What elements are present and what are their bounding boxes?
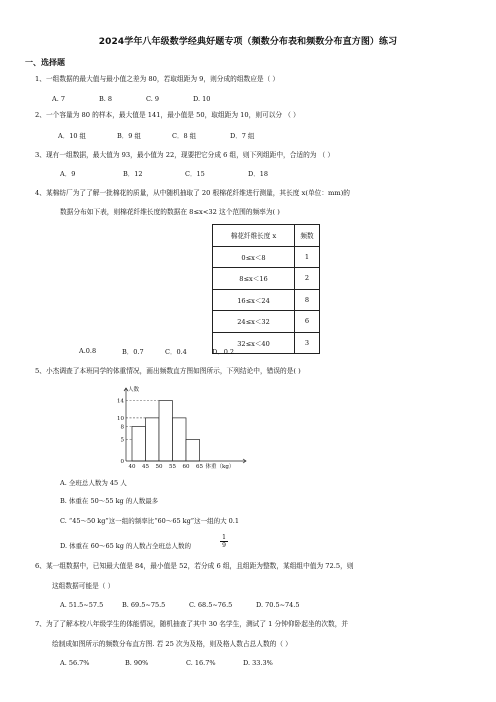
q2-option-d: D．7 组: [230, 132, 255, 140]
page-title: 2024学年八年级数学经典好题专项（频数分布表和频数分布直方图）练习: [98, 37, 398, 47]
y-tick-label: 5: [120, 437, 124, 444]
q2-option-c: C．8 组: [172, 132, 197, 140]
question-5: 5、小杰调查了本班同学的体重情况，画出频数直方图如图所示，下列结论中，错误的是( ): [35, 367, 301, 375]
q4-option-b: B．0.7: [122, 348, 144, 356]
q5-option-c: C. “45～50 kg”这一组的频率比“60～65 kg”这一组的大 0.1: [60, 517, 239, 525]
q6-option-c: C. 68.5~76.5: [189, 601, 233, 609]
y-tick-label: 14: [117, 398, 124, 405]
question-6-line1: 6、某一组数据中，已知最大值是 84，最小值是 52，若分成 6 组，且组距为整数，某组组中值为 72.5，则: [35, 562, 354, 570]
q5-option-b: B. 体重在 50～55 kg 的人数最多: [60, 497, 159, 505]
question-2: 2、一个容量为 80 的样本，最大值是 141，最小值是 50，取组距为 10，则可以分 （ ）: [35, 111, 300, 119]
question-4-line1: 4、某棉纺厂为了了解一批棉花的质量，从中随机抽取了 20 根棉花纤维进行测量，其长度 x(单位：mm)的: [35, 189, 350, 197]
table-cell: 2: [295, 268, 320, 290]
table-cell: 8: [295, 289, 320, 311]
q4-option-d: D．0.2: [212, 348, 235, 356]
y-tick-label: 0: [120, 459, 124, 465]
table-cell: 8≤x＜16: [213, 268, 295, 290]
x-axis-title: 体重（kg）: [205, 464, 235, 470]
table-cell: 0≤x＜8: [213, 246, 295, 268]
y-axis-title: 人数: [128, 387, 140, 393]
table-row: [213, 246, 320, 268]
histogram-bar: [186, 439, 200, 461]
question-4-line2: 数据分布如下表，则棉花纤维长度的数据在 8≤x<32 这个范围的频率为( ): [60, 208, 280, 216]
question-7-line1: 7、为了了解本校八年级学生的体能情况，随机抽查了其中 30 名学生，测试了 1 分钟仰卧起坐的次数，并: [35, 620, 349, 628]
x-tick-label: 55: [169, 464, 176, 470]
q7-option-c: C. 16.7%: [186, 659, 216, 667]
fraction-denominator: 9: [222, 542, 226, 549]
table-header-cell: 棉花纤维长度 x: [213, 225, 295, 247]
y-tick-label: 10: [117, 415, 124, 422]
q4-option-a: A.0.8: [79, 347, 97, 355]
table-row: [213, 311, 320, 333]
table-header-row: [213, 225, 320, 247]
fraction-one-ninth: [220, 534, 228, 549]
q1-option-d: D. 10: [193, 95, 211, 103]
x-tick-label: 50: [155, 464, 163, 470]
histogram-bar: [159, 401, 173, 461]
fraction-numerator: 1: [220, 534, 228, 542]
q3-option-b: B．12: [123, 170, 143, 178]
x-tick-label: 65: [196, 464, 203, 470]
q6-option-b: B. 69.5~75.5: [122, 601, 166, 609]
table-row: [213, 268, 320, 290]
x-tick-label: 45: [142, 464, 149, 470]
q6-option-d: D. 70.5~74.5: [256, 601, 300, 609]
question-1: 1、一组数据的最大值与最小值之差为 80，若取组距为 9，则分成的组数应是（ ）: [35, 75, 280, 83]
q2-option-a: A．10 组: [58, 132, 87, 140]
weight-histogram: [112, 382, 252, 474]
question-6-line2: 这组数据可能是（ ）: [52, 582, 115, 590]
q5-option-d: D. 体重在 60～65 kg 的人数占全班总人数的: [60, 542, 191, 550]
histogram-bar: [173, 418, 187, 461]
x-tick-label: 60: [182, 464, 190, 470]
question-7-line2: 绘制成如图所示的频数分布直方图. 若 25 次为及格，则及格人数占总人数的（ ）: [52, 640, 292, 648]
q1-option-b: B. 8: [99, 95, 113, 103]
q1-option-a: A. 7: [52, 95, 65, 103]
histogram-bar: [132, 427, 146, 462]
table-cell: 3: [295, 332, 320, 354]
histogram-bar: [146, 418, 160, 461]
y-tick-label: 8: [120, 424, 124, 431]
section-heading: 一、选择题: [25, 58, 65, 67]
table-header-cell: 频数: [295, 225, 320, 247]
q1-option-c: C. 9: [146, 95, 160, 103]
table-cell: 16≤x＜24: [213, 289, 295, 311]
fiber-length-table: [212, 224, 320, 354]
q6-option-a: A. 51.5~57.5: [60, 601, 104, 609]
q7-option-b: B. 90%: [125, 659, 149, 667]
q3-option-c: C．15: [185, 170, 205, 178]
q7-option-d: D. 33.3%: [243, 659, 273, 667]
table-cell: 6: [295, 311, 320, 333]
table-row: [213, 289, 320, 311]
q5-option-a: A. 全班总人数为 45 人: [60, 479, 127, 487]
q4-option-c: C．0.4: [165, 348, 187, 356]
table-cell: 32≤x＜40: [213, 332, 295, 354]
q2-option-b: B．9 组: [117, 132, 141, 140]
table-cell: 1: [295, 246, 320, 268]
table-cell: 24≤x＜32: [213, 311, 295, 333]
q3-option-d: D．18: [248, 170, 268, 178]
question-3: 3、现有一组数据，最大值为 93，最小值为 22，现要把它分成 6 组，则下列组距中，合适的为 （ ）: [35, 151, 335, 159]
q7-option-a: A. 56.7%: [60, 659, 90, 667]
x-tick-label: 40: [128, 464, 136, 470]
q3-option-a: A．9: [60, 170, 76, 178]
